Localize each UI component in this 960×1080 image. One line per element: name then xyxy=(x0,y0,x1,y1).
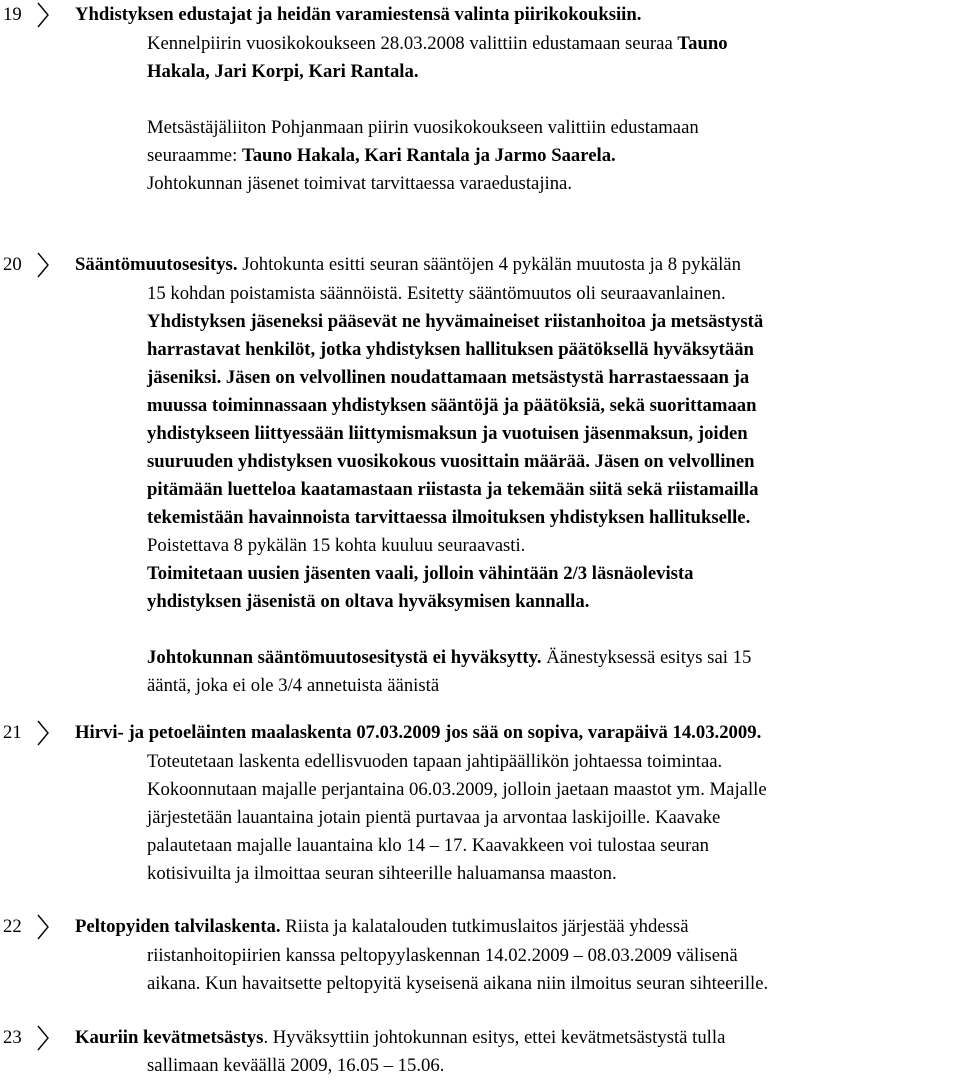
bold-text: tekemistään havainnoista tarvittaessa ilmoituksen yhdistyksen hallitukselle. xyxy=(147,507,751,528)
bold-text: Toimitetaan uusien jäsenten vaali, jolloin vähintään 2/3 läsnäolevista xyxy=(147,563,694,584)
section-sign-icon xyxy=(34,914,52,940)
bold-text: Johtokunnan sääntömuutosesitystä ei hyväksytty. xyxy=(147,647,542,668)
section-number: 19 xyxy=(3,4,22,25)
bold-text: Yhdistyksen jäseneksi pääsevät ne hyvämaineiset riistanhoitoa ja metsästystä xyxy=(147,311,764,332)
text-line: Riista ja kalatalouden tutkimuslaitos järjestää yhdessä xyxy=(280,916,689,937)
section-sign-icon xyxy=(34,1025,52,1051)
text-line: Metsästäjäliiton Pohjanmaan piirin vuosikokoukseen valittiin edustamaan xyxy=(147,117,699,138)
bold-text: pitämään luetteloa kaatamastaan riistasta ja tekemään siitä sekä riistamailla xyxy=(147,479,759,500)
text-line: riistanhoitopiirien kanssa peltopyylaskennan 14.02.2009 – 08.03.2009 välisenä xyxy=(147,945,738,966)
bold-text: harrastavat henkilöt, jotka yhdistyksen hallituksen päätöksellä hyväksytään xyxy=(147,339,754,360)
bold-text: yhdistyksen jäsenistä on oltava hyväksymisen kannalla. xyxy=(147,591,590,612)
text-line: 15 kohdan poistamista säännöistä. Esitetty sääntömuutos oli seuraavanlainen. xyxy=(147,283,726,304)
text-line: ääntä, joka ei ole 3/4 annetuista äänistä xyxy=(147,675,440,696)
bold-text: Tauno Hakala, Kari Rantala ja Jarmo Saarela. xyxy=(241,145,616,166)
text-line: Kokoonnutaan majalle perjantaina 06.03.2009, jolloin jaetaan maastot ym. Majalle xyxy=(147,779,767,800)
section-sign-icon xyxy=(34,252,52,278)
bold-text: Tauno xyxy=(677,33,728,54)
text-line: Johtokunta esitti seuran sääntöjen 4 pykälän muutosta ja 8 pykälän xyxy=(237,254,741,275)
bold-text: muussa toiminnassaan yhdistyksen sääntöjä ja päätöksiä, sekä suorittamaan xyxy=(147,395,757,416)
text-line: Johtokunnan jäsenet toimivat tarvittaessa varaedustajina. xyxy=(147,173,573,194)
text-line: seuraamme: xyxy=(147,145,242,166)
section-number: 21 xyxy=(3,722,22,743)
text-line: Kennelpiirin vuosikokoukseen 28.03.2008 valittiin edustamaan seuraa xyxy=(147,33,678,54)
text-line: sallimaan keväällä 2009, 16.05 – 15.06. xyxy=(147,1055,445,1076)
bold-text: suuruuden yhdistyksen vuosikokous vuosittain määrää. Jäsen on velvollinen xyxy=(147,451,755,472)
text-line: Äänestyksessä esitys sai 15 xyxy=(541,647,752,668)
section-number: 23 xyxy=(3,1027,22,1048)
section-heading: Hirvi- ja petoeläinten maalaskenta 07.03.2009 jos sää on sopiva, varapäivä 14.03.2009. xyxy=(75,722,762,743)
section-number: 22 xyxy=(3,916,22,937)
bold-text: Hakala, Jari Korpi, Kari Rantala. xyxy=(147,61,419,82)
bold-text: jäseniksi. Jäsen on velvollinen noudattamaan metsästystä harrastaessaan ja xyxy=(147,367,750,388)
text-line: . Hyväksyttiin johtokunnan esitys, ettei kevätmetsästystä tulla xyxy=(263,1027,726,1048)
text-line: palautetaan majalle lauantaina klo 14 – 17. Kaavakkeen voi tulostaa seuran xyxy=(147,835,709,856)
section-sign-icon xyxy=(34,2,52,28)
text-line: kotisivuilta ja ilmoittaa seuran sihteerille haluamansa maaston. xyxy=(147,863,617,884)
section-sign-icon xyxy=(34,720,52,746)
section-heading: Yhdistyksen edustajat ja heidän varamiestensä valinta piirikokouksiin. xyxy=(75,4,642,25)
text-line: järjestetään lauantaina jotain pientä purtavaa ja arvontaa laskijoille. Kaavake xyxy=(147,807,721,828)
text-line: aikana. Kun havaitsette peltopyitä kyseisenä aikana niin ilmoitus seuran sihteerille. xyxy=(147,973,769,994)
section-heading: Kauriin kevätmetsästys xyxy=(75,1027,264,1048)
text-line: Toteutetaan laskenta edellisvuoden tapaan jahtipäällikön johtaessa toimintaa. xyxy=(147,751,723,772)
bold-text: yhdistykseen liittyessään liittymismaksun ja vuotuisen jäsenmaksun, joiden xyxy=(147,423,748,444)
section-number: 20 xyxy=(3,254,22,275)
section-heading: Peltopyiden talvilaskenta. xyxy=(75,916,281,937)
text-line: Poistettava 8 pykälän 15 kohta kuuluu seuraavasti. xyxy=(147,535,526,556)
section-heading: Sääntömuutosesitys. xyxy=(75,254,238,275)
